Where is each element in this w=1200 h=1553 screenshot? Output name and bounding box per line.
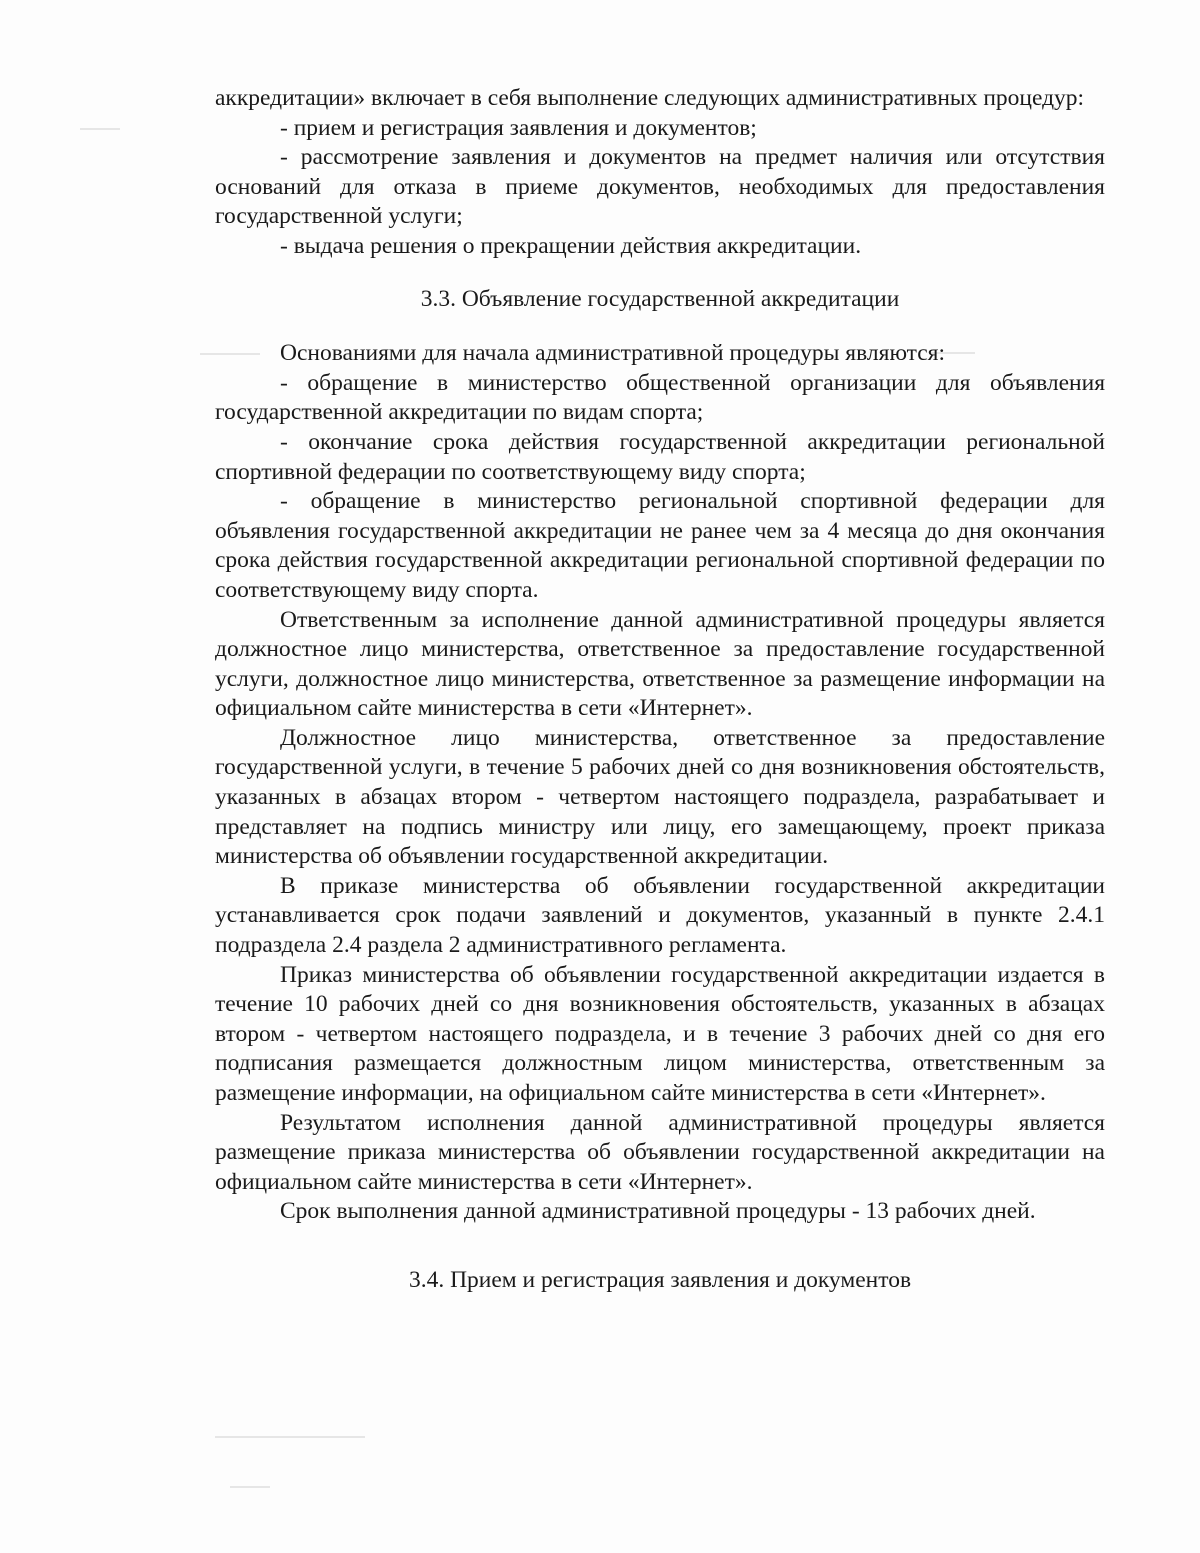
intro-paragraph: аккредитации» включает в себя выполнение следующих административных процедур: — [215, 85, 1085, 111]
scan-noise — [230, 1486, 270, 1488]
section-paragraph: - обращение в министерство региональной спортивной федерации для объявления государственной аккредитации не ранее чем за 4 месяца до дня окончания срока действия государственной аккредитации региональной спортивной федерации по соответствующему виду спорта. — [215, 488, 1105, 603]
section-heading-3-3: 3.3. Объявление государственной аккредитации — [420, 285, 900, 312]
scan-noise — [80, 128, 120, 130]
section-paragraph: Ответственным за исполнение данной административной процедуры является должностное лицо министерства, ответственное за предоставление государственной услуги, должностное лицо министерства, ответственное за размещение информации на официальном сайте министерства в сети «Интернет». — [215, 606, 1105, 722]
document-body — [215, 84, 1105, 1296]
section-paragraph: - окончание срока действия государственной аккредитации региональной спортивной федерации по соответствующему виду спорта; — [215, 428, 1105, 485]
intro-paragraph: - прием и регистрация заявления и документов; — [280, 114, 757, 141]
intro-paragraph: - выдача решения о прекращении действия аккредитации. — [280, 232, 862, 259]
intro-section — [215, 84, 1105, 262]
section-paragraph: - обращение в министерство общественной организации для объявления государственной аккредитации по видам спорта; — [215, 369, 1105, 426]
section-paragraph: Срок выполнения данной административной процедуры - 13 рабочих дней. — [280, 1198, 1036, 1225]
section-3-3-body — [215, 339, 1105, 1227]
section-paragraph: В приказе министерства об объявлении государственной аккредитации устанавливается срок подачи заявлений и документов, указанный в пункте 2.4.1 подраздела 2.4 раздела 2 административного регламента. — [215, 872, 1105, 959]
section-paragraph: Результатом исполнения данной административной процедуры является размещение приказа министерства об объявлении государственной аккредитации на официальном сайте министерства в сети «Интернет». — [215, 1109, 1105, 1195]
scan-noise — [215, 1436, 365, 1438]
intro-paragraph: - рассмотрение заявления и документов на предмет наличия или отсутствия оснований для отказа в приеме документов, необходимых для предоставления государственной услуги; — [215, 144, 1105, 230]
section-paragraph: Основаниями для начала административной процедуры являются: — [280, 340, 946, 367]
section-heading-3-4: 3.4. Прием и регистрация заявления и документов — [408, 1266, 912, 1293]
section-paragraph: Приказ министерства об объявлении государственной аккредитации издается в течение 10 рабочих дней со дня возникновения обстоятельств, указанных в абзацах втором - четвертом настоящего подраздела, и в течение 3 рабочих дней со дня его подписания размещается должностным лицом министерства, ответственным за размещение информации, на официальном сайте министерства в сети «Интернет». — [215, 961, 1105, 1106]
section-paragraph: Должностное лицо министерства, ответственное за предоставление государственной услуги, в течение 5 рабочих дней со дня возникновения обстоятельств, указанных в абзацах втором - четвертом настоящего подраздела, разрабатывает и представляет на подпись министру или лицу, его замещающему, проект приказа министерства об объявлении государственной аккредитации. — [215, 724, 1105, 870]
